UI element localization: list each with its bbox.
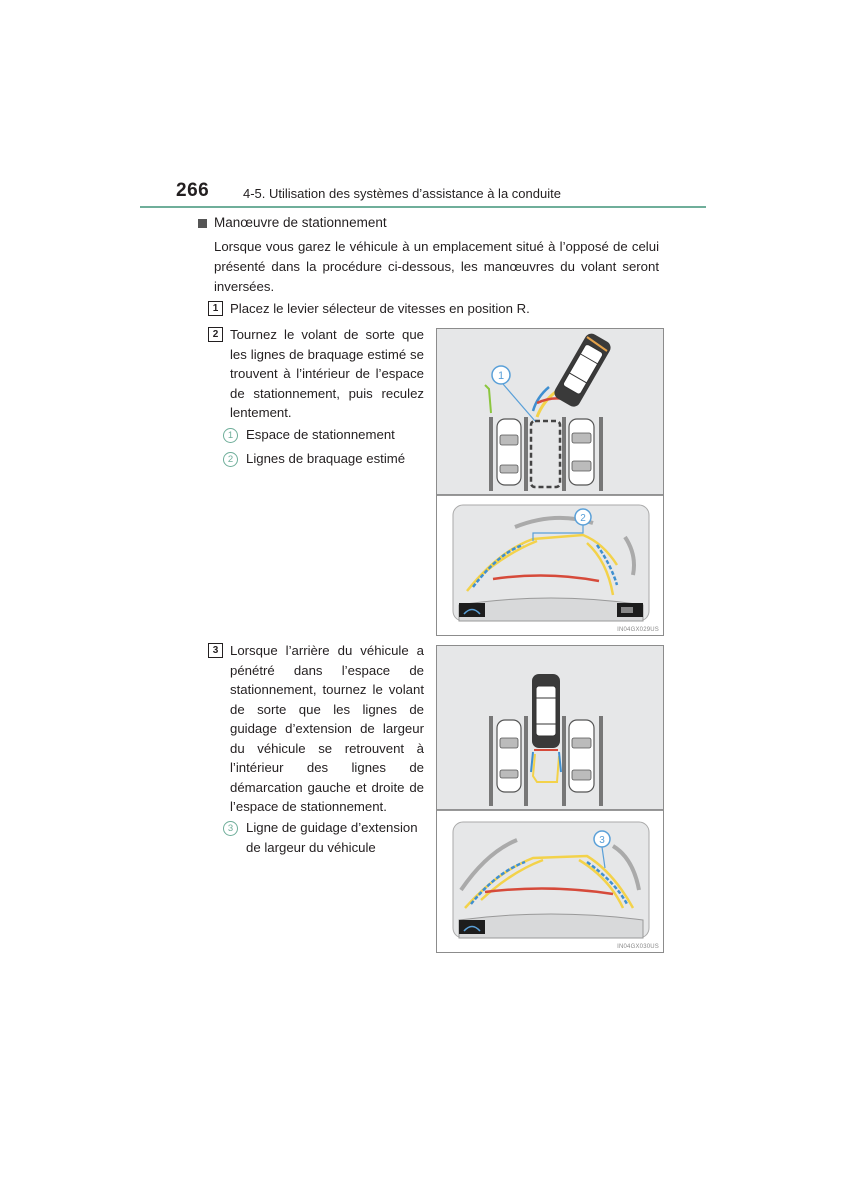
figure-1-callout-1-label: 1 xyxy=(497,370,505,382)
callout-1-icon: 1 xyxy=(223,428,238,443)
callout-3-icon: 3 xyxy=(223,821,238,836)
chapter-title: 4-5. Utilisation des systèmes d’assistance à la conduite xyxy=(243,186,561,201)
step-number-3: 3 xyxy=(208,643,223,658)
step-number-2: 2 xyxy=(208,327,223,342)
callout-2-icon: 2 xyxy=(223,452,238,467)
figure-parking-step-3 xyxy=(436,645,664,953)
figure-parking-step-2 xyxy=(436,328,664,636)
header-rule xyxy=(140,206,706,208)
figure-1-illustration xyxy=(437,329,663,635)
step-number-1: 1 xyxy=(208,301,223,316)
callout-1-text: Espace de stationnement xyxy=(246,427,395,442)
step-2-text: Tournez le volant de sorte que les lignes de braquage estimé se trouvent à l’intérieur de l’espace de stationnement, puis reculez lentement. xyxy=(230,327,424,420)
figure-1-code: IN04GX029US xyxy=(617,627,659,633)
figure-2-illustration xyxy=(437,646,663,952)
figure-2-callout-3-label: 3 xyxy=(599,835,605,846)
section-bullet-icon xyxy=(198,219,207,228)
figure-1-callout-2-label: 2 xyxy=(580,513,586,524)
page-number: 266 xyxy=(176,180,210,201)
callout-2-text: Lignes de braquage estimé xyxy=(246,451,406,466)
callout-3-text: Ligne de guidage d’extension de largeur du véhicule xyxy=(246,820,418,855)
section-title: Manœuvre de stationnement xyxy=(214,215,387,230)
step-3-text: Lorsque l’arrière du véhicule a pénétré dans l’espace de stationnement, tournez le volant de sorte que les lignes de guidage d’extension de largeur du véhicule se retrouvent à l’intérieur des lignes de démarcation gauche et droite de l’espace de stationnement. xyxy=(230,643,424,814)
figure-2-code: IN04GX030US xyxy=(617,944,659,950)
step-1-text: Placez le levier sélecteur de vitesses en position R. xyxy=(230,301,530,316)
intro-paragraph: Lorsque vous garez le véhicule à un emplacement situé à l’opposé de celui présenté dans la procédure ci-dessous, les manœuvres du volant seront inversées. xyxy=(214,239,659,294)
